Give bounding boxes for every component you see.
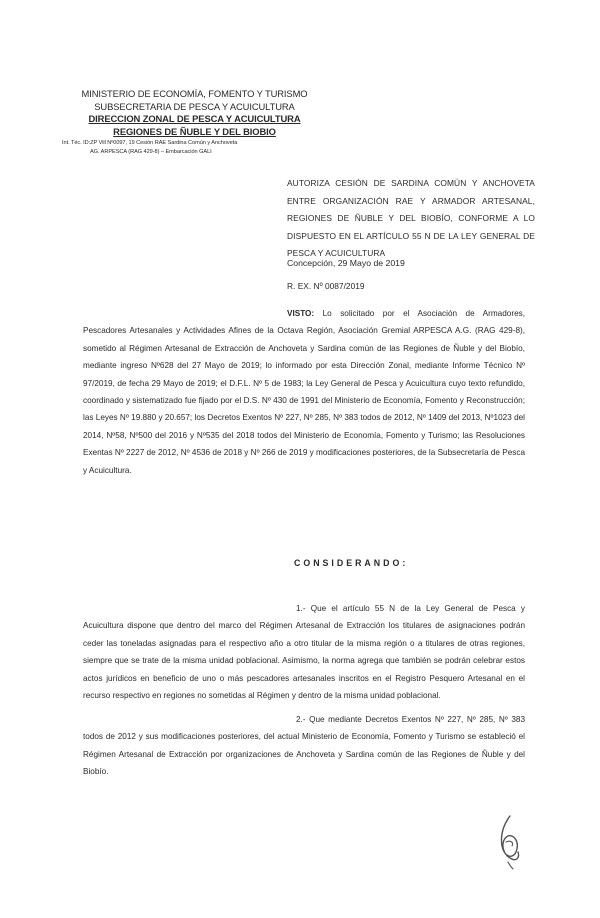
regions-name: REGIONES DE ÑUBLE Y DEL BIOBIO [113, 125, 276, 137]
signature-icon [490, 812, 528, 870]
visto-paragraph [83, 305, 525, 479]
directorate-name: DIRECCION ZONAL DE PESCA Y ACUICULTURA [88, 113, 301, 125]
letterhead [62, 88, 327, 156]
place-date: Concepción, 29 Mayo de 2019 [287, 258, 405, 268]
visto-label: VISTO: [287, 309, 315, 318]
internal-reference-line2: AG. ARPESCA (RAG 429-8) – Embarcación GALI [90, 149, 212, 156]
considerando-paragraph-2: 2.- Que mediante Decretos Exentos Nº 227, Nº 285, Nº 383 todos de 2012 y sus modificaciones posteriores, del actual Ministerio de Economía, Fomento y Turismo se estableció el Régimen Artesanal de Extracción por organizaciones de Anchoveta y Sardina común de las Regiones de Ñuble y del Biobío. [83, 715, 525, 777]
ministry-name: MINISTERIO DE ECONOMÍA, FOMENTO Y TURISMO [81, 88, 308, 99]
subsecretariat-name: SUBSECRETARIA DE PESCA Y ACUICULTURA [94, 100, 295, 112]
internal-reference-line1: Int. Téc. ID:ZP Vill Nº0097, 19 Cesión RAE Sardina Común y Anchoveta [62, 140, 238, 147]
visto-text: Lo solicitado por el Asociación de Armadores, Pescadores Artesanales y Actividades Afines de la Octava Región, Asociación Gremial ARPESCA A.G. (RAG 429-8), sometido al Régimen Artesanal de Extracción de Anchoveta y Sardina común de las Regiones de Ñuble y del Biobío, mediante ingreso Nº628 del 27 Mayo de 2019; lo informado por esta Dirección Zonal, mediante Informe Técnico Nº 97/2019, de fecha 29 Mayo de 2019; el D.F.L. Nº 5 de 1983; la Ley General de Pesca y Acuicultura cuyo texto refundido, coordinado y sistematizado fue fijado por el D.S. Nº 430 de 1991 del Ministerio de Economía, Fomento y Reconstrucción; las Leyes Nº 19.880 y 20.657; los Decretos Exentos Nº 227, Nº 285, Nº 383 todos de 2012, Nº 1409 del 2013, Nº1023 del 2014, Nº58, Nº500 del 2016 y Nº535 del 2018 todos del Ministerio de Economía, Fomento y Turismo; las Resoluciones Exentas Nº 2227 de 2012, Nº 4536 de 2018 y Nº 266 de 2019 y modificaciones posteriores, de la Subsecretaría de Pesca y Acuicultura. [83, 309, 525, 475]
resolution-matter: AUTORIZA CESIÓN DE SARDINA COMÚN Y ANCHOVETA ENTRE ORGANIZACIÓN RAE Y ARMADOR ARTESANAL, REGIONES DE ÑUBLE Y DEL BIOBÍO, CONFORME A LO DISPUESTO EN EL ARTÍCULO 55 N DE LA LEY GENERAL DE PESCA Y ACUICULTURA [287, 178, 535, 258]
considerando-paragraph-1: 1.- Que el artículo 55 N de la Ley General de Pesca y Acuicultura dispone que dentro del marco del Régimen Artesanal de Extracción los titulares de asignaciones podrán ceder las toneladas asignadas para el respectivo año a otro titular de la misma región o a titulares de otras regiones, siempre que se trate de la misma unidad poblacional. Asimismo, la norma agrega que también se podrán celebrar estos actos jurídicos en beneficio de uno o más pescadores artesanales inscritos en el Registro Pesquero Artesanal en el recurso respectivo en regiones no sometidas al Régimen y dentro de la misma unidad poblacional. [83, 604, 525, 701]
considerando-heading: CONSIDERANDO: [294, 558, 409, 568]
resolution-number: R. EX. Nº 0087/2019 [287, 281, 365, 291]
